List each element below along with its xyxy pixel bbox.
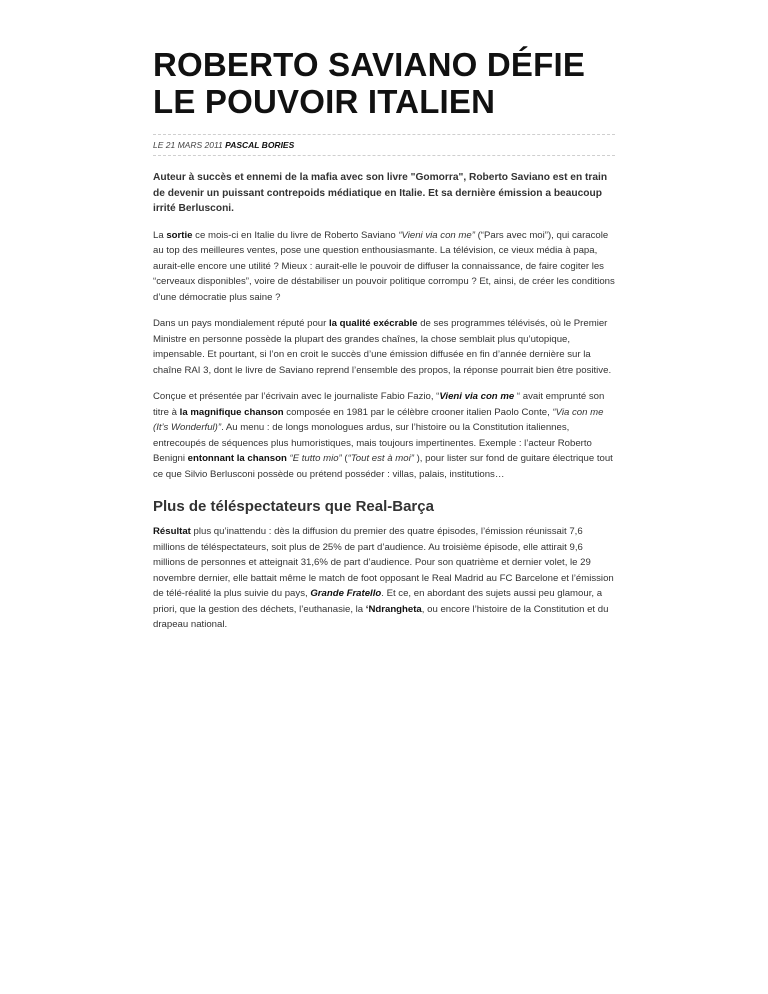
sortie-link[interactable]: sortie [166, 229, 193, 241]
p3-text-7: ), pour lister sur fond de guitare électrique tout ce que Silvio Berlusconi possède ou prétend posséder : villas, palais, institutions… [153, 453, 613, 480]
article-title [153, 46, 615, 120]
subheading: Plus de téléspectateurs que Real-Barça [153, 498, 434, 515]
p2-text-2: de ses programmes télévisés, où le Premier Ministre en personne possède la plupart des grandes chaînes, la chose semblait plus qu’utopique, impensable. Et pourtant, si l’on en croit le succès d’une émission diffusée en fin d’année dernière sur la chaîne RAI 3, dont le livre de Saviano reprend l’ensemble des propos, la réponse pourrait bien être positive. [153, 318, 612, 376]
article [153, 46, 615, 633]
entonnant-link[interactable]: entonnant la chanson [187, 453, 287, 464]
grande-fratello-link[interactable]: Grande Fratello [310, 588, 382, 599]
p2-text-1: Dans un pays mondialement réputé pour [153, 318, 329, 329]
p3-text-3: composée en 1981 par le célèbre crooner italien Paolo Conte, [283, 406, 553, 418]
e-tutto-title: “E tutto mio” [289, 453, 342, 464]
p3-text-2: “ avait emprunté son titre à [153, 391, 605, 418]
paragraph-3 [153, 389, 615, 482]
p3-text-4: . Au menu : de longs monologues ardus, sur l’histoire ou la Constitution italiennes, entrecoupés de séquences plus humoristiques, mais toujours impertinentes. Exemple : l’acteur Roberto Benigni [153, 422, 592, 464]
ndrangheta-link[interactable]: ‘Ndrangheta [365, 603, 422, 615]
title-line-1: ROBERTO SAVIANO DÉFIE [153, 46, 586, 83]
p1-text-1: La [153, 229, 167, 241]
article-date: LE 21 MARS 2011 [153, 140, 223, 150]
resultat-link[interactable]: Résultat [153, 526, 191, 537]
p3-text-6: ( [341, 453, 348, 464]
author-link[interactable]: PASCAL BORIES [225, 140, 295, 150]
p1-text-2: ce mois-ci en Italie du livre de Roberto Saviano [192, 229, 399, 241]
p4-text-2: . Et ce, en abordant des sujets aussi peu glamour, a priori, que la gestion des déchets, l’euthanasie, la [153, 588, 603, 615]
chanson-link[interactable]: la magnifique chanson [179, 406, 284, 418]
article-meta [153, 134, 615, 156]
article-lead: Auteur à succès et ennemi de la mafia avec son livre "Gomorra", Roberto Saviano est en train de devenir un puissant contrepoids médiatique en Italie. Et sa dernière émission a beaucoup irrité Berlusconi. [153, 172, 608, 214]
p1-text-3: (“Pars avec moi”), qui caracole au top des meilleures ventes, pose une question enthousiasmante. La télévision, ce vieux média à papa, aurait-elle encore une utilité ? Mieux : aurait-elle le pouvoir de diffuser la connaissance, de faire cogiter les “cerveaux disponibles”, voire de déstabiliser un pouvoir politique corrompu ? Et, ainsi, de créer les conditions d’une démocratie plus saine ? [153, 229, 615, 303]
qualite-link[interactable]: la qualité exécrable [329, 318, 418, 329]
paragraph-1 [153, 228, 615, 306]
tout-est-title: “Tout est à moi” [347, 453, 414, 464]
paragraph-2 [153, 316, 615, 378]
paragraph-4 [153, 524, 615, 633]
title-line-2: LE POUVOIR ITALIEN [153, 83, 496, 120]
p4-text-3: , ou encore l’histoire de la Constitution et du drapeau national. [153, 603, 609, 630]
p4-text-1: plus qu’inattendu : dès la diffusion du premier des quatre épisodes, l’émission réunissait 7,6 millions de téléspectateurs, soit plus de 25% de part d’audience. Au troisième épisode, elle attirait 9,6 millions de personnes et atteignait 31,6% de part d’audience. Pour son quatrième et dernier volet, le 29 novembre dernier, elle battait même le match de foot opposant le Real Madrid au FC Barcelone et l’émission de télé-réalité la plus suivie du pays, [153, 526, 614, 599]
show-title-link[interactable]: Vieni via con me [439, 391, 515, 402]
song-title: “Via con me (It’s Wonderful)” [153, 406, 604, 433]
p3-text-1: Conçue et présentée par l’écrivain avec le journaliste Fabio Fazio, “ [153, 391, 440, 402]
book-title: “Vieni via con me” [398, 229, 475, 241]
